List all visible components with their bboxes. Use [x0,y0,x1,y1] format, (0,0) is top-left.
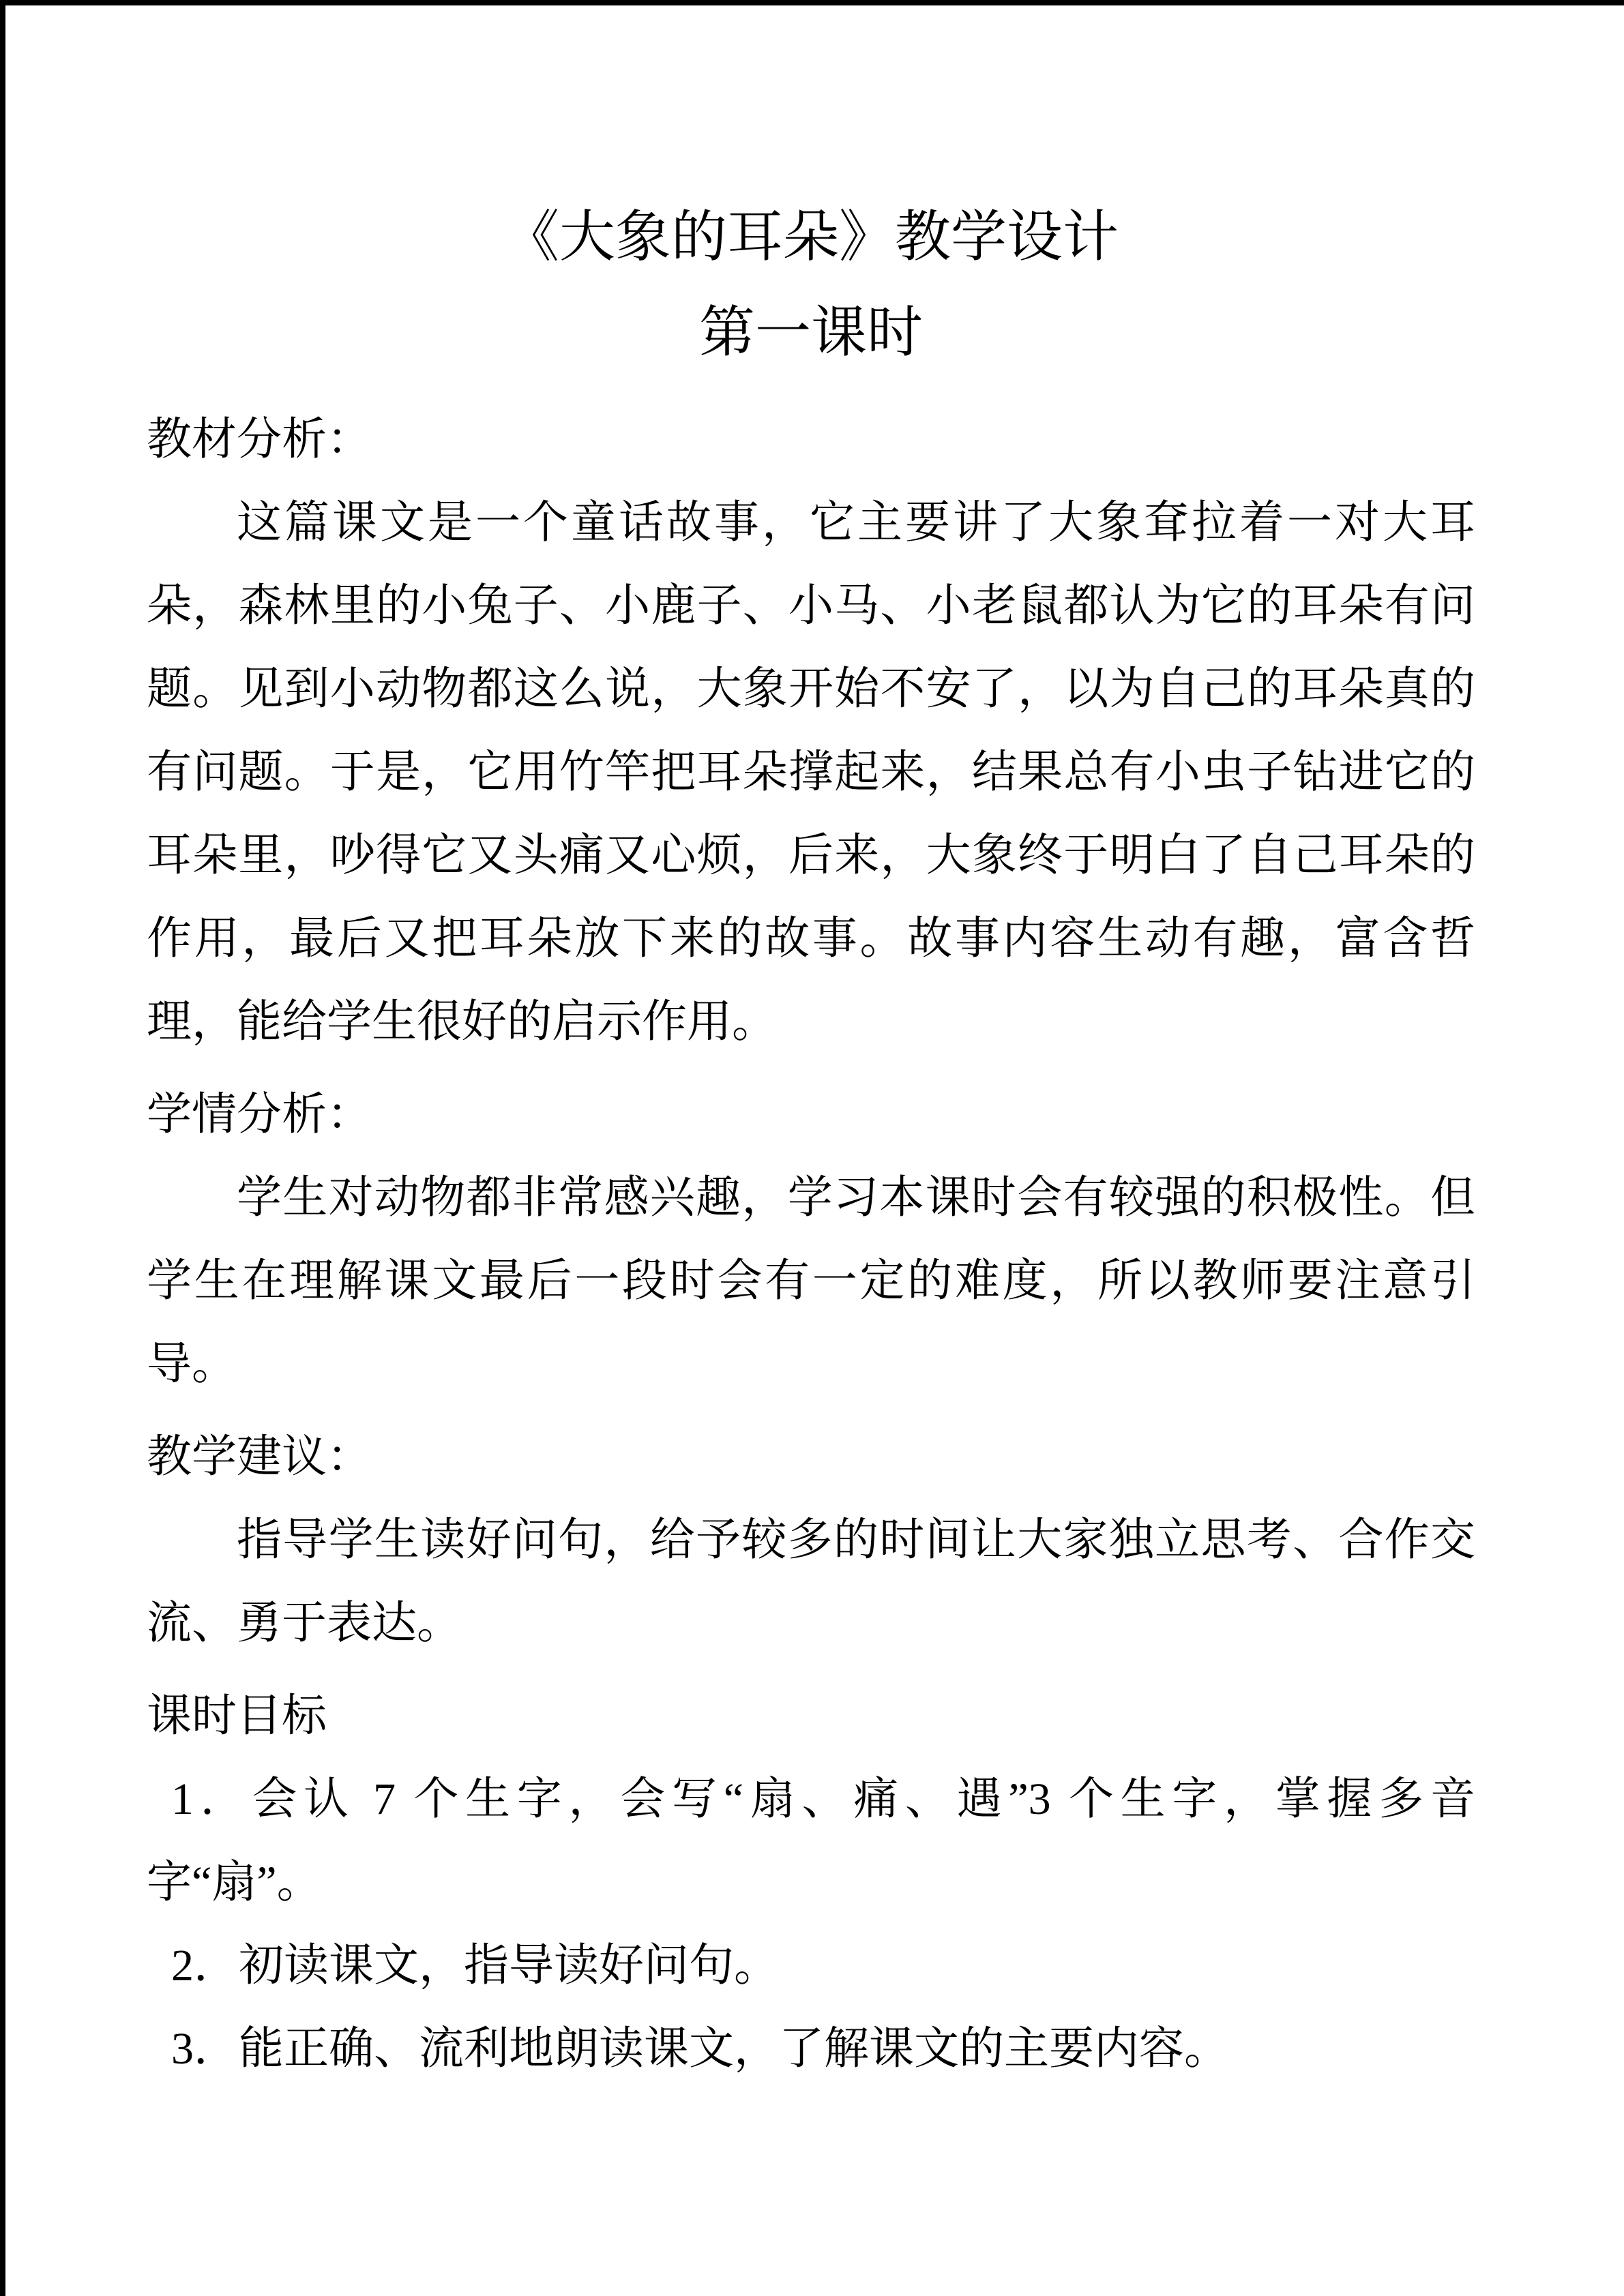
document-body [147,398,1475,2091]
document-subtitle: 第一课时 [698,301,923,363]
paragraph: 学生对动物都非常感兴趣，学习本课时会有较强的积极性。但学生在理解课文最后一段时会有一定的难度，所以教师要注意引导。 [147,1173,1475,1389]
section-heading: 课时目标 [147,1691,327,1741]
paragraph: 这篇课文是一个童话故事，它主要讲了大象耷拉着一对大耳朵，森林里的小兔子、小鹿子、小马、小老鼠都认为它的耳朵有问题。见到小动物都这么说，大象开始不安了，以为自己的耳朵真的有问题。于是，它用竹竿把耳朵撑起来，结果总有小虫子钻进它的耳朵里，吵得它又头痛又心烦，后来，大象终于明白了自己耳朵的作用，最后又把耳朵放下来的故事。故事内容生动有趣，富含哲理，能给学生很好的启示作用。 [147,498,1475,1047]
document-content [5,5,1624,2091]
section-heading: 教材分析： [147,415,372,464]
list-item: 3．能正确、流利地朗读课文，了解课文的主要内容。 [171,2024,1229,2074]
section-heading: 教学建议： [147,1432,372,1482]
list-item: 2．初读课文，指导读好问句。 [171,1941,779,1991]
section-heading: 学情分析： [147,1090,372,1139]
document-title: 《大象的耳朵》教学设计 [503,206,1119,268]
paragraph: 指导学生读好问句，给予较多的时间让大家独立思考、合作交流、勇于表达。 [147,1515,1475,1648]
list-item: 1．会认 7 个生字，会写“扇、痛、遇”3 个生字，掌握多音字“扇”。 [147,1774,1475,1907]
